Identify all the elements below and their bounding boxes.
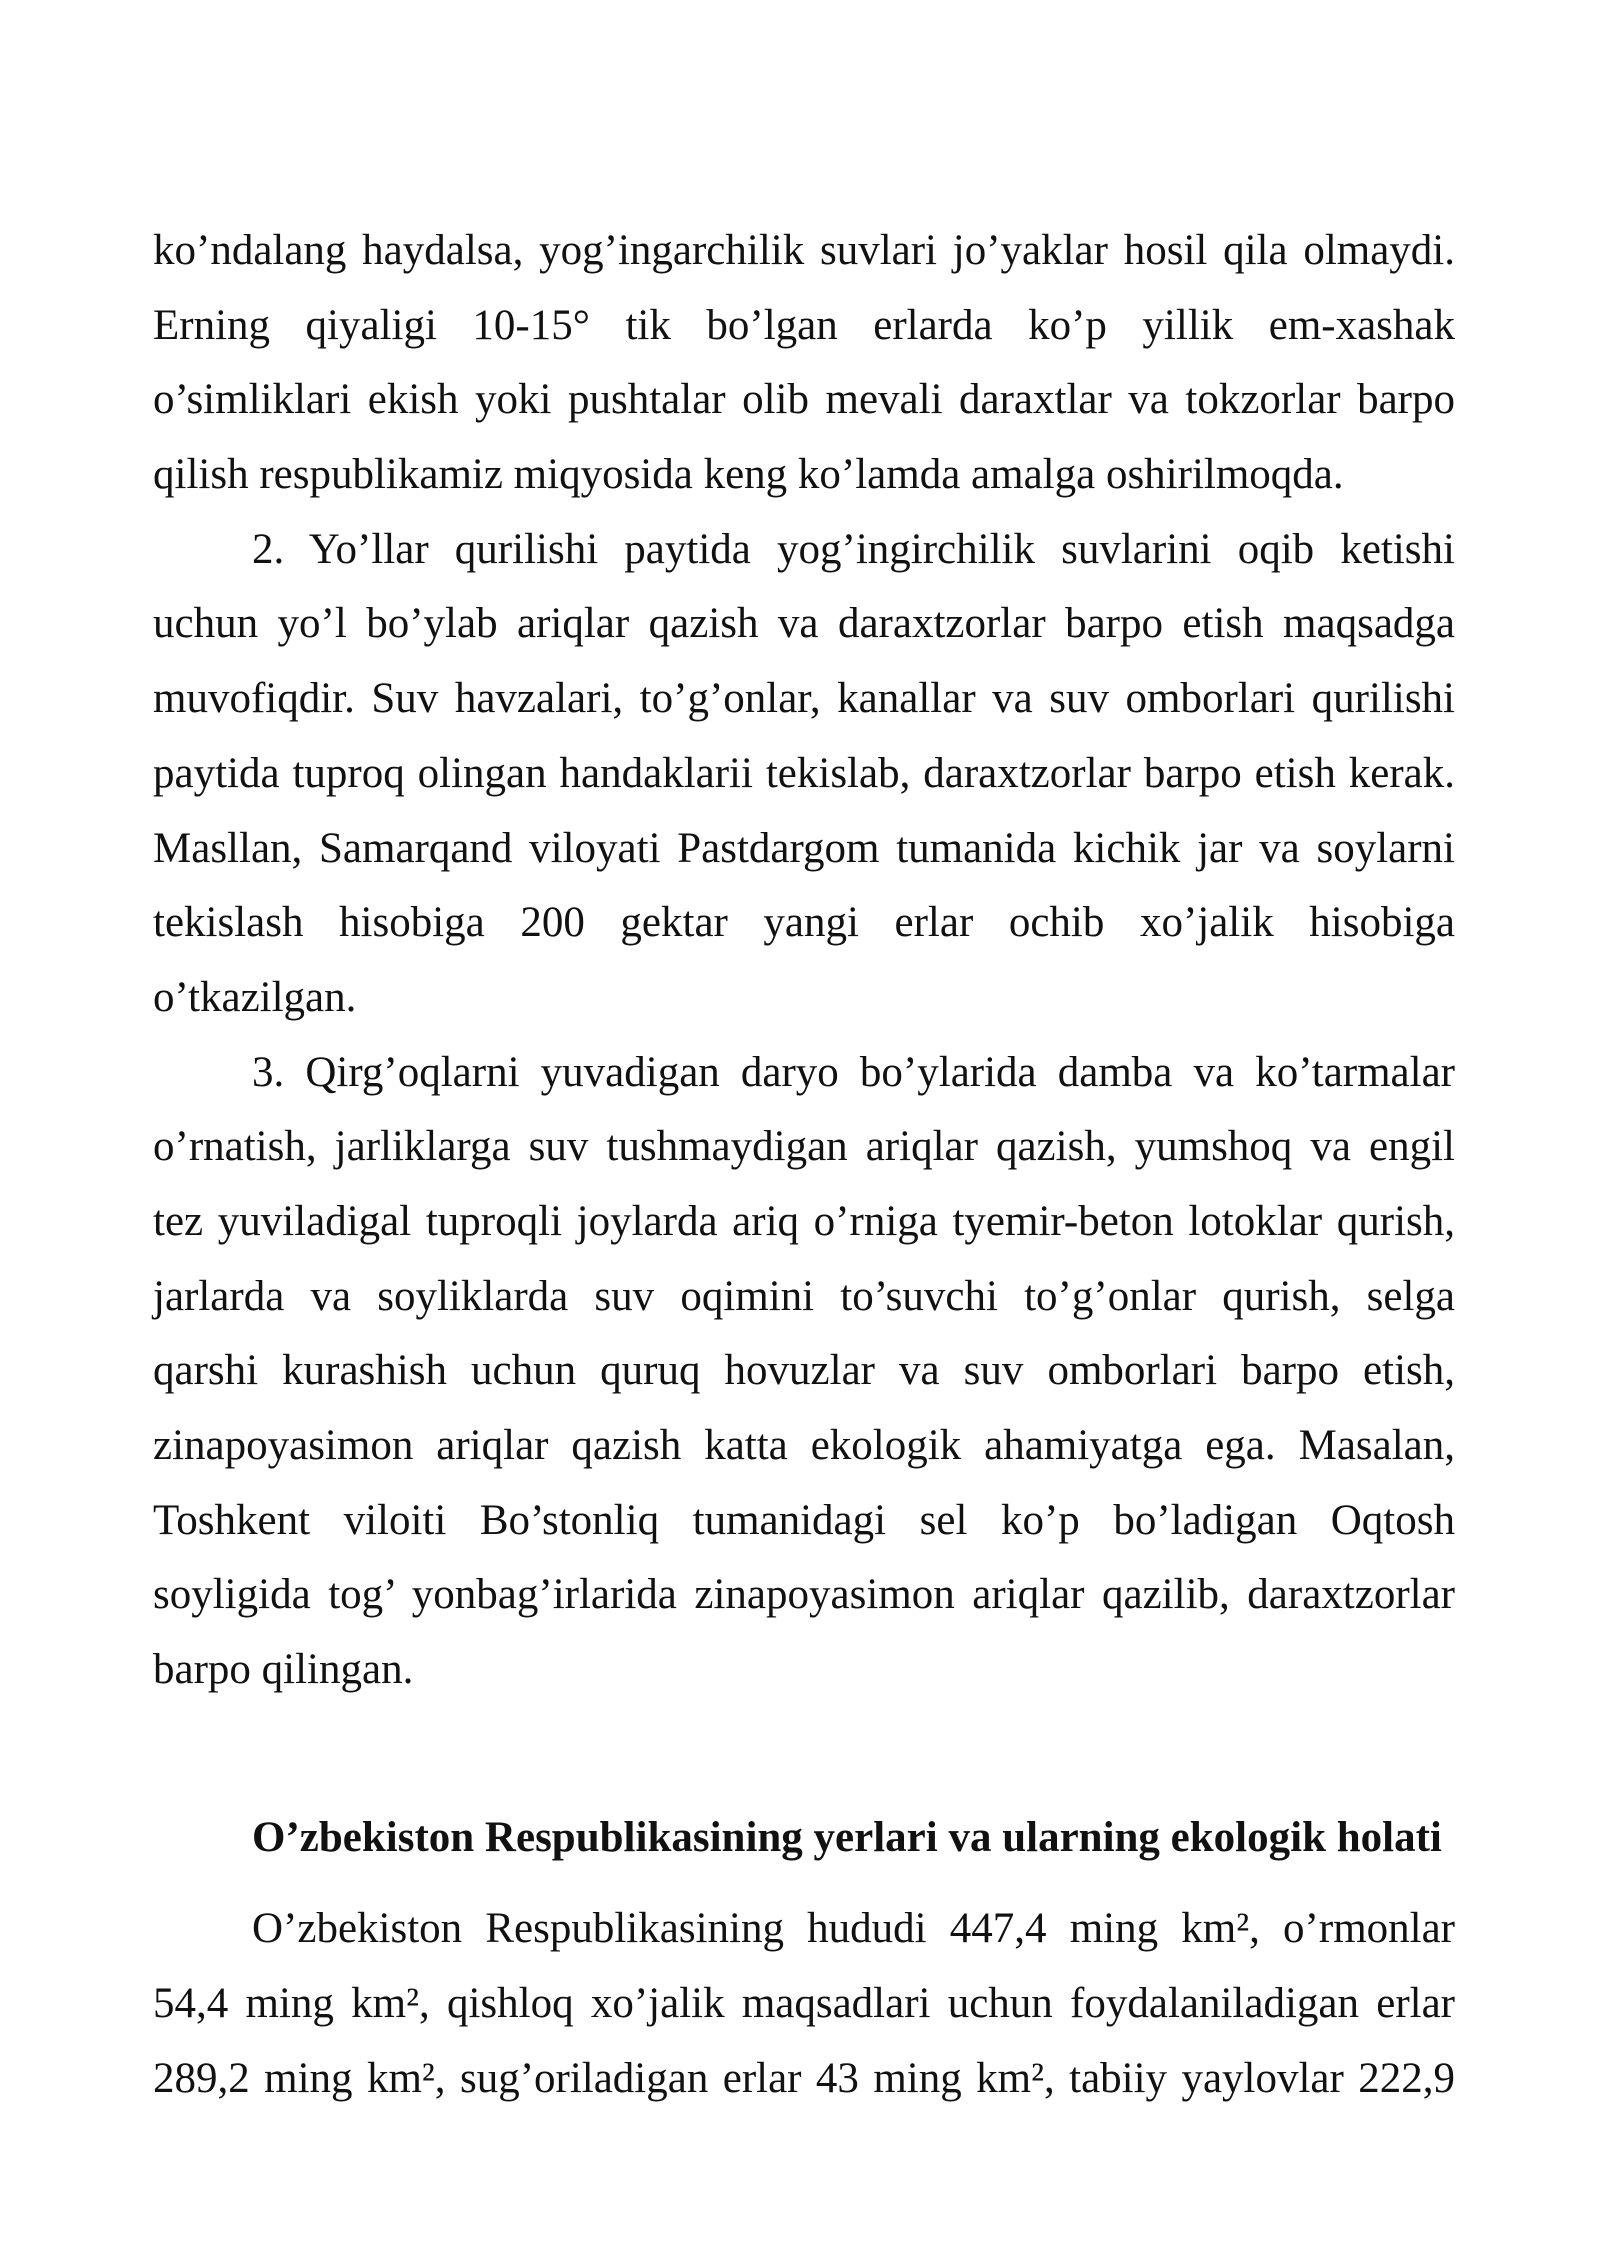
text-line: o’rnatish, jarliklarga suv tushmaydigan ariqlar qazish, yumshoq va engil [153,1123,1455,1171]
text-line: 54,4 ming km², qishloq xo’jalik maqsadlari uchun foydalaniladigan erlar [153,1980,1455,2028]
text-line: muvofiqdir. Suv havzalari, to’g’onlar, kanallar va suv omborlari qurilishi [153,675,1455,723]
paragraph-item-3 [153,1036,1455,1708]
text-line: ko’ndalang haydalsa, yog’ingarchilik suvlari jo’yaklar hosil qila olmaydi. [153,227,1455,274]
text-line: 2. Yo’llar qurilishi paytida yog’ingirchilik suvlarini oqib ketishi [252,525,1455,573]
text-line: 289,2 ming km², sug’oriladigan erlar 43 ming km², tabiiy yaylovlar 222,9 [153,2054,1455,2102]
section-heading: O’zbekiston Respublikasining yerlari va ularning ekologik holati [252,1813,1442,1861]
text-line: O’zbekiston Respublikasining hududi 447,4 ming km², o’rmonlar [252,1905,1455,1953]
text-line: uchun yo’l bo’ylab ariqlar qazish va daraxtzorlar barpo etish maqsadga [153,600,1455,648]
text-line: Erning qiyaligi 10-15° tik bo’lgan erlarda ko’p yillik em-xashak [153,301,1455,349]
text-line: tez yuviladigal tuproqli joylarda ariq o’rniga tyemir-beton lotoklar qurish, [153,1197,1455,1245]
text-line: paytida tuproq olingan handaklarii tekislab, daraxtzorlar barpo etish kerak. [153,749,1455,797]
text-line: Toshkent viloiti Bo’stonliq tumanidagi sel ko’p bo’ladigan Oqtosh [153,1496,1455,1544]
text-line: jarlarda va soyliklarda suv oqimini to’suvchi to’g’onlar qurish, selga [153,1272,1455,1320]
text-line: barpo qilingan. [153,1646,414,1694]
paragraph-item-2 [153,513,1455,1036]
paragraph-continuation [153,214,1455,513]
text-line: qilish respublikamiz miqyosida keng ko’lamda amalga oshirilmoqda. [153,451,1344,499]
paragraph-land-area [153,1892,1455,2116]
text-line: Masllan, Samarqand viloyati Pastdargom tumanida kichik jar va soylarni [153,824,1455,872]
text-line: soyligida tog’ yonbag’irlarida zinapoyasimon ariqlar qazilib, daraxtzorlar [153,1571,1455,1619]
text-line: 3. Qirg’oqlarni yuvadigan daryo bo’ylarida damba va ko’tarmalar [252,1048,1455,1096]
text-line: qarshi kurashish uchun quruq hovuzlar va suv omborlari barpo etish, [153,1347,1455,1395]
text-line: o’simliklari ekish yoki pushtalar olib mevali daraxtlar va tokzorlar barpo [153,376,1455,424]
text-line: tekislash hisobiga 200 gektar yangi erlar ochib xo’jalik hisobiga [153,899,1455,947]
text-line: o’tkazilgan. [153,973,357,1021]
text-line: zinapoyasimon ariqlar qazish katta ekologik ahamiyatga ega. Masalan, [153,1422,1455,1469]
